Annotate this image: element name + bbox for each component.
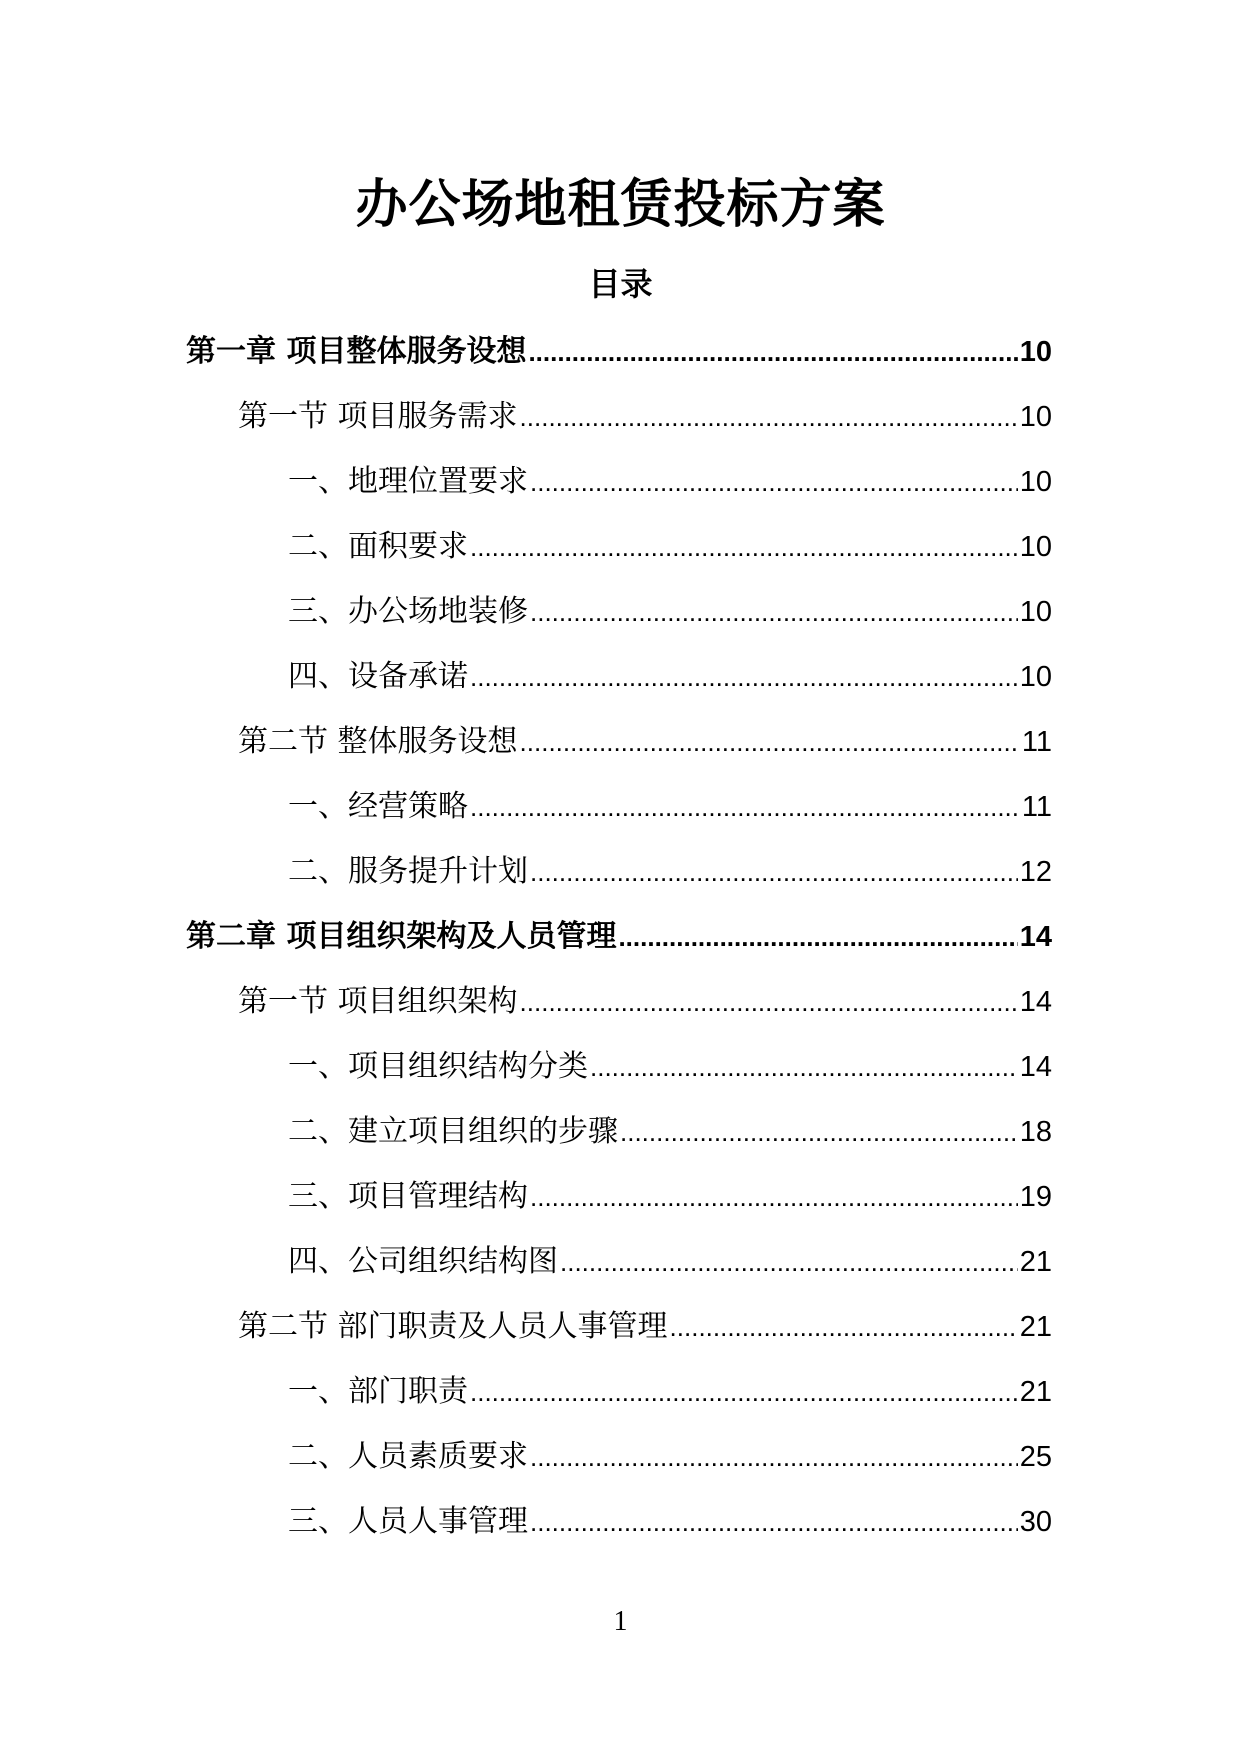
toc-page-number: 10 xyxy=(1019,596,1052,628)
toc-dot-leader xyxy=(530,462,1018,502)
toc-page-number: 12 xyxy=(1019,856,1052,888)
toc-dot-leader xyxy=(530,852,1018,892)
toc-dot-leader xyxy=(530,1177,1018,1217)
toc-dot-leader xyxy=(530,592,1018,632)
toc-page-number: 21 xyxy=(1019,1311,1052,1343)
toc-page-number: 14 xyxy=(1019,986,1052,1018)
toc-entry-subsection[interactable] xyxy=(186,527,1052,592)
page-number: 1 xyxy=(613,1606,628,1637)
toc-dot-leader xyxy=(620,1112,1018,1152)
toc-entry-text: 四、设备承诺 xyxy=(288,659,468,694)
toc-entry-subsection[interactable] xyxy=(186,1177,1052,1242)
toc-entry-subsection[interactable] xyxy=(186,852,1052,917)
toc-dot-leader xyxy=(560,1242,1018,1282)
toc-entry-text: 二、服务提升计划 xyxy=(288,854,528,889)
toc-entry-text: 二、面积要求 xyxy=(288,529,468,564)
toc-page-number: 30 xyxy=(1019,1506,1052,1538)
toc-entry-section[interactable] xyxy=(186,1307,1052,1372)
toc-entry-text: 第一章 项目整体服务设想 xyxy=(186,334,527,369)
toc-entry-section[interactable] xyxy=(186,397,1052,462)
document-title: 办公场地租赁投标方案 xyxy=(355,175,886,235)
toc-entry-text: 三、办公场地装修 xyxy=(288,594,528,629)
toc-entry-text: 三、项目管理结构 xyxy=(288,1179,528,1214)
toc-entry-text: 一、项目组织结构分类 xyxy=(288,1049,588,1084)
toc-entry-text: 第一节 项目组织架构 xyxy=(238,984,518,1019)
toc-entry-subsection[interactable] xyxy=(186,1047,1052,1112)
toc-entry-text: 第二节 部门职责及人员人事管理 xyxy=(238,1309,668,1344)
toc-page-number: 10 xyxy=(1019,401,1052,433)
toc-dot-leader xyxy=(528,332,1017,372)
toc-page-number: 21 xyxy=(1019,1376,1052,1408)
toc-page-number: 10 xyxy=(1019,531,1052,563)
toc-dot-leader xyxy=(470,527,1018,567)
toc-page-number: 25 xyxy=(1019,1441,1052,1473)
toc-dot-leader xyxy=(530,1437,1018,1477)
toc-page-number: 14 xyxy=(1019,1051,1052,1083)
toc-entry-subsection[interactable] xyxy=(186,592,1052,657)
toc-heading: 目录 xyxy=(588,265,653,303)
toc-page-number: 11 xyxy=(1021,791,1052,823)
toc-dot-leader xyxy=(520,722,1020,762)
toc-entry-subsection[interactable] xyxy=(186,1502,1052,1567)
toc-page-number: 10 xyxy=(1019,466,1052,498)
toc-dot-leader xyxy=(470,787,1020,827)
toc-dot-leader xyxy=(618,917,1017,957)
toc-entry-subsection[interactable] xyxy=(186,1372,1052,1437)
toc-entry-text: 一、部门职责 xyxy=(288,1374,468,1409)
toc-dot-leader xyxy=(530,1502,1018,1542)
toc-entry-subsection[interactable] xyxy=(186,1242,1052,1307)
toc-entry-text: 一、经营策略 xyxy=(288,789,468,824)
toc-entry-chapter[interactable] xyxy=(186,332,1052,397)
toc-entry-text: 第二节 整体服务设想 xyxy=(238,724,518,759)
toc-entry-text: 第二章 项目组织架构及人员管理 xyxy=(186,919,617,954)
toc-page-number: 10 xyxy=(1019,336,1052,368)
toc-entry-text: 四、公司组织结构图 xyxy=(288,1244,558,1279)
toc-page-number: 18 xyxy=(1019,1116,1052,1148)
toc-page-number: 21 xyxy=(1019,1246,1052,1278)
toc-page-number: 19 xyxy=(1019,1181,1052,1213)
toc-page-number: 11 xyxy=(1021,726,1052,758)
toc-entry-section[interactable] xyxy=(186,982,1052,1047)
toc-dot-leader xyxy=(520,397,1018,437)
toc-entry-chapter[interactable] xyxy=(186,917,1052,982)
toc-entry-section[interactable] xyxy=(186,722,1052,787)
toc-entry-subsection[interactable] xyxy=(186,462,1052,527)
toc-entry-text: 三、人员人事管理 xyxy=(288,1504,528,1539)
toc-entry-text: 一、地理位置要求 xyxy=(288,464,528,499)
table-of-contents xyxy=(186,332,1052,1567)
toc-dot-leader xyxy=(520,982,1018,1022)
toc-page-number: 10 xyxy=(1019,661,1052,693)
toc-dot-leader xyxy=(590,1047,1018,1087)
toc-dot-leader xyxy=(470,1372,1018,1412)
toc-entry-text: 二、人员素质要求 xyxy=(288,1439,528,1474)
toc-entry-subsection[interactable] xyxy=(186,657,1052,722)
toc-entry-subsection[interactable] xyxy=(186,1437,1052,1502)
toc-entry-subsection[interactable] xyxy=(186,1112,1052,1177)
toc-entry-subsection[interactable] xyxy=(186,787,1052,852)
toc-entry-text: 第一节 项目服务需求 xyxy=(238,399,518,434)
toc-dot-leader xyxy=(670,1307,1018,1347)
toc-page-number: 14 xyxy=(1019,921,1052,953)
toc-entry-text: 二、建立项目组织的步骤 xyxy=(288,1114,618,1149)
toc-dot-leader xyxy=(470,657,1018,697)
